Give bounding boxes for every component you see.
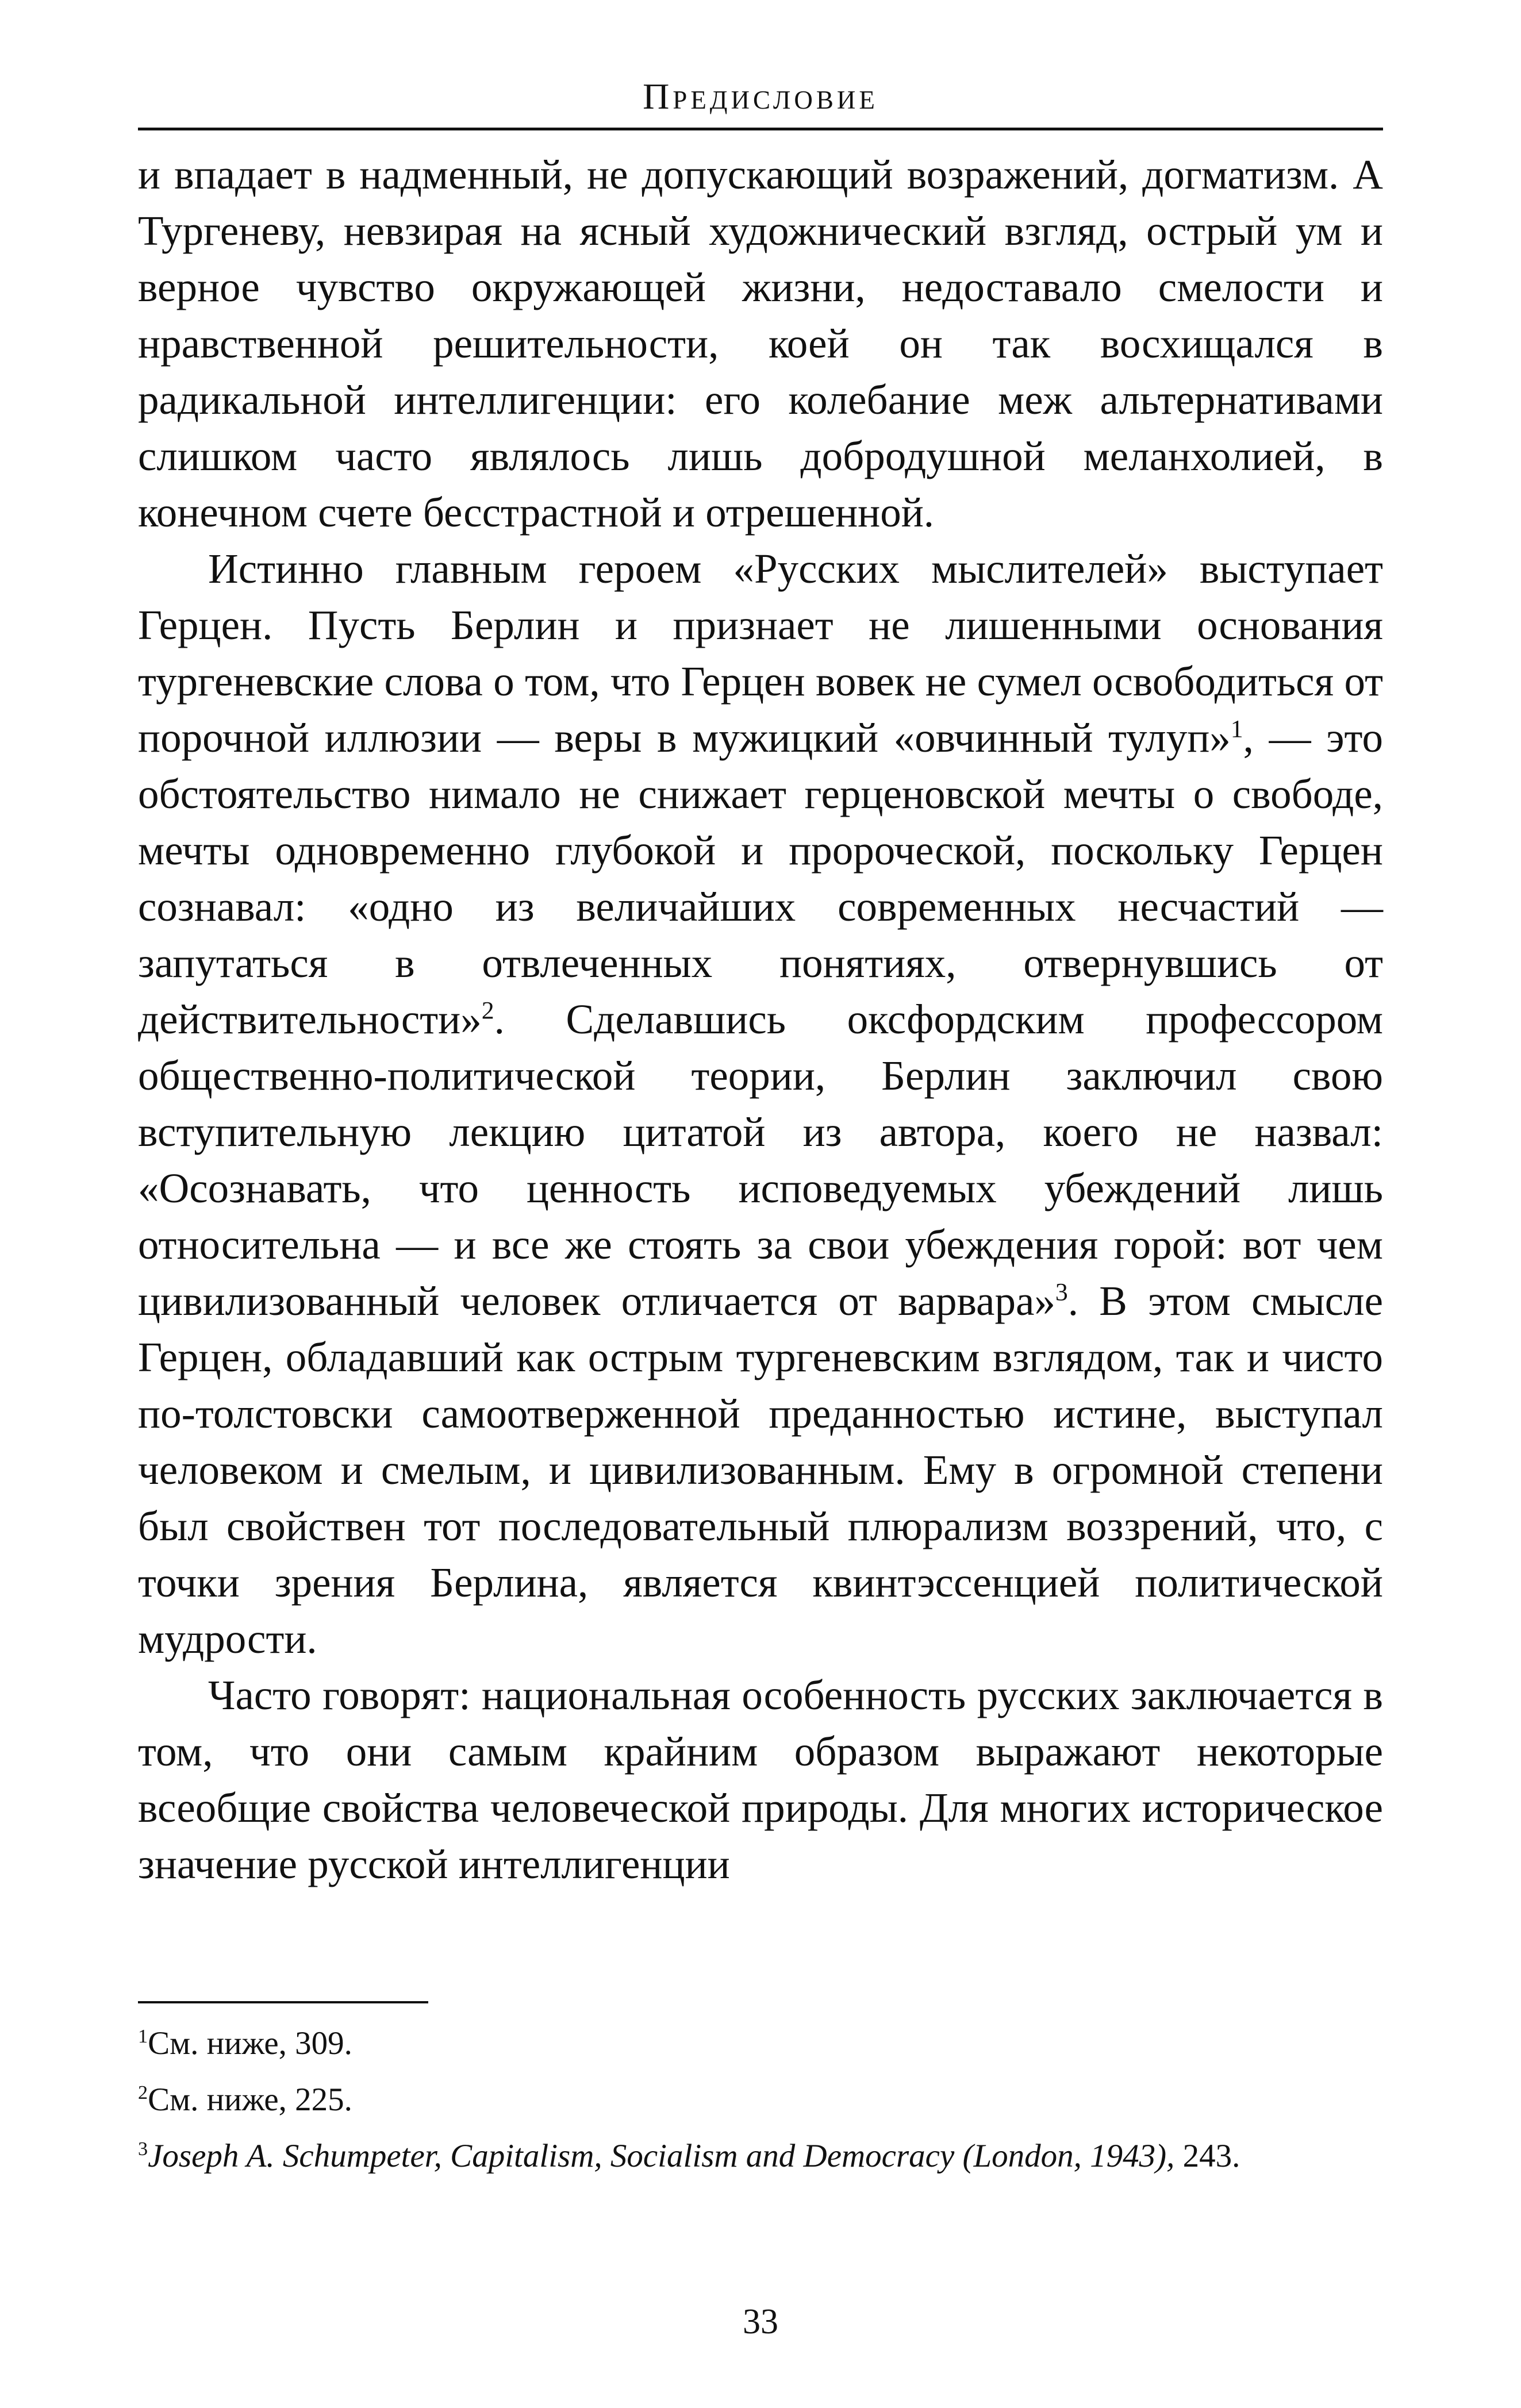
paragraph-3 (138, 1667, 1383, 1892)
footnote-number-3: 3 (138, 2138, 148, 2160)
footnotes (138, 2023, 1383, 2192)
footnote-3-page: 243. (1182, 2138, 1240, 2174)
paragraph-1-text: и впадает в надменный, не допускающий возражений, догматизм. А Тургеневу, невзирая на ясный художнический взгляд, острый ум и верное чувство окружающей жизни, недоставало смелости и нравственной решительности, коей он так восхищался в радикальной интеллигенции: его колебание меж альтернативами слишком часто являлось лишь добродушной меланхолией, в конечном счете бесстрастной и отрешенной. (138, 151, 1383, 536)
footnote-1-text: См. ниже, 309. (148, 2025, 352, 2061)
footnote-2-text: См. ниже, 225. (148, 2082, 352, 2118)
paragraph-1 (138, 147, 1383, 541)
page-number: 33 (743, 2302, 778, 2341)
footnote-1 (138, 2023, 1383, 2064)
footnote-3 (138, 2136, 1383, 2177)
footnote-rule (138, 2001, 428, 2003)
footnote-ref-2: 2 (481, 997, 494, 1025)
header-rule (138, 128, 1383, 130)
paragraph-2-part-4: . В этом смысле Герцен, обладавший как острым тургеневским взглядом, так и чисто по-толстовски самоотверженной преданностью истине, выступал человеком и смелым, и цивилизованным. Ему в огромной степени был свойствен тот последовательный плюрализм воззрений, что, с точки зрения Берлина, является квинтэссенцией политической мудрости. (138, 1278, 1383, 1662)
footnote-ref-3: 3 (1055, 1278, 1068, 1306)
running-head: Предисловие (643, 76, 878, 117)
paragraph-2-part-3: . Сделавшись оксфордским профессором общественно-политической теории, Берлин заключил свою вступительную лекцию цитатой из автора, коего не назвал: «Осознавать, что ценность исповедуемых убеждений лишь относительна — и все же стоять за свои убеждения горой: вот чем цивилизованный человек отличается от варвара» (138, 996, 1383, 1324)
paragraph-2-part-2: , — это обстоятельство нимало не снижает герценовской мечты о свободе, мечты одновременно глубокой и пророческой, поскольку Герцен сознавал: «одно из величайших современных несчастий — запутаться в отвлеченных понятиях, отвернувшись от действительности» (138, 714, 1383, 1043)
footnote-2 (138, 2079, 1383, 2121)
footnote-ref-1: 1 (1230, 715, 1243, 743)
footnote-3-source: Joseph A. Schumpeter, Capitalism, Socialism and Democracy (London, 1943), (148, 2138, 1175, 2174)
paragraph-2-part-1: Истинно главным героем «Русских мыслителей» выступает Герцен. Пусть Берлин и признает не лишенными основания тургеневские слова о том, что Герцен вовек не сумел освободиться от порочной иллюзии — веры в мужицкий «овчинный тулуп» (138, 545, 1383, 761)
footnote-number-2: 2 (138, 2082, 148, 2103)
paragraph-3-text: Часто говорят: национальная особенность русских заключается в том, что они самым крайним образом выражают некоторые всеобщие свойства человеческой природы. Для многих историческое значение русской интеллигенции (138, 1672, 1383, 1887)
main-text (138, 147, 1383, 1892)
footnote-number-1: 1 (138, 2026, 148, 2047)
paragraph-2 (138, 541, 1383, 1667)
